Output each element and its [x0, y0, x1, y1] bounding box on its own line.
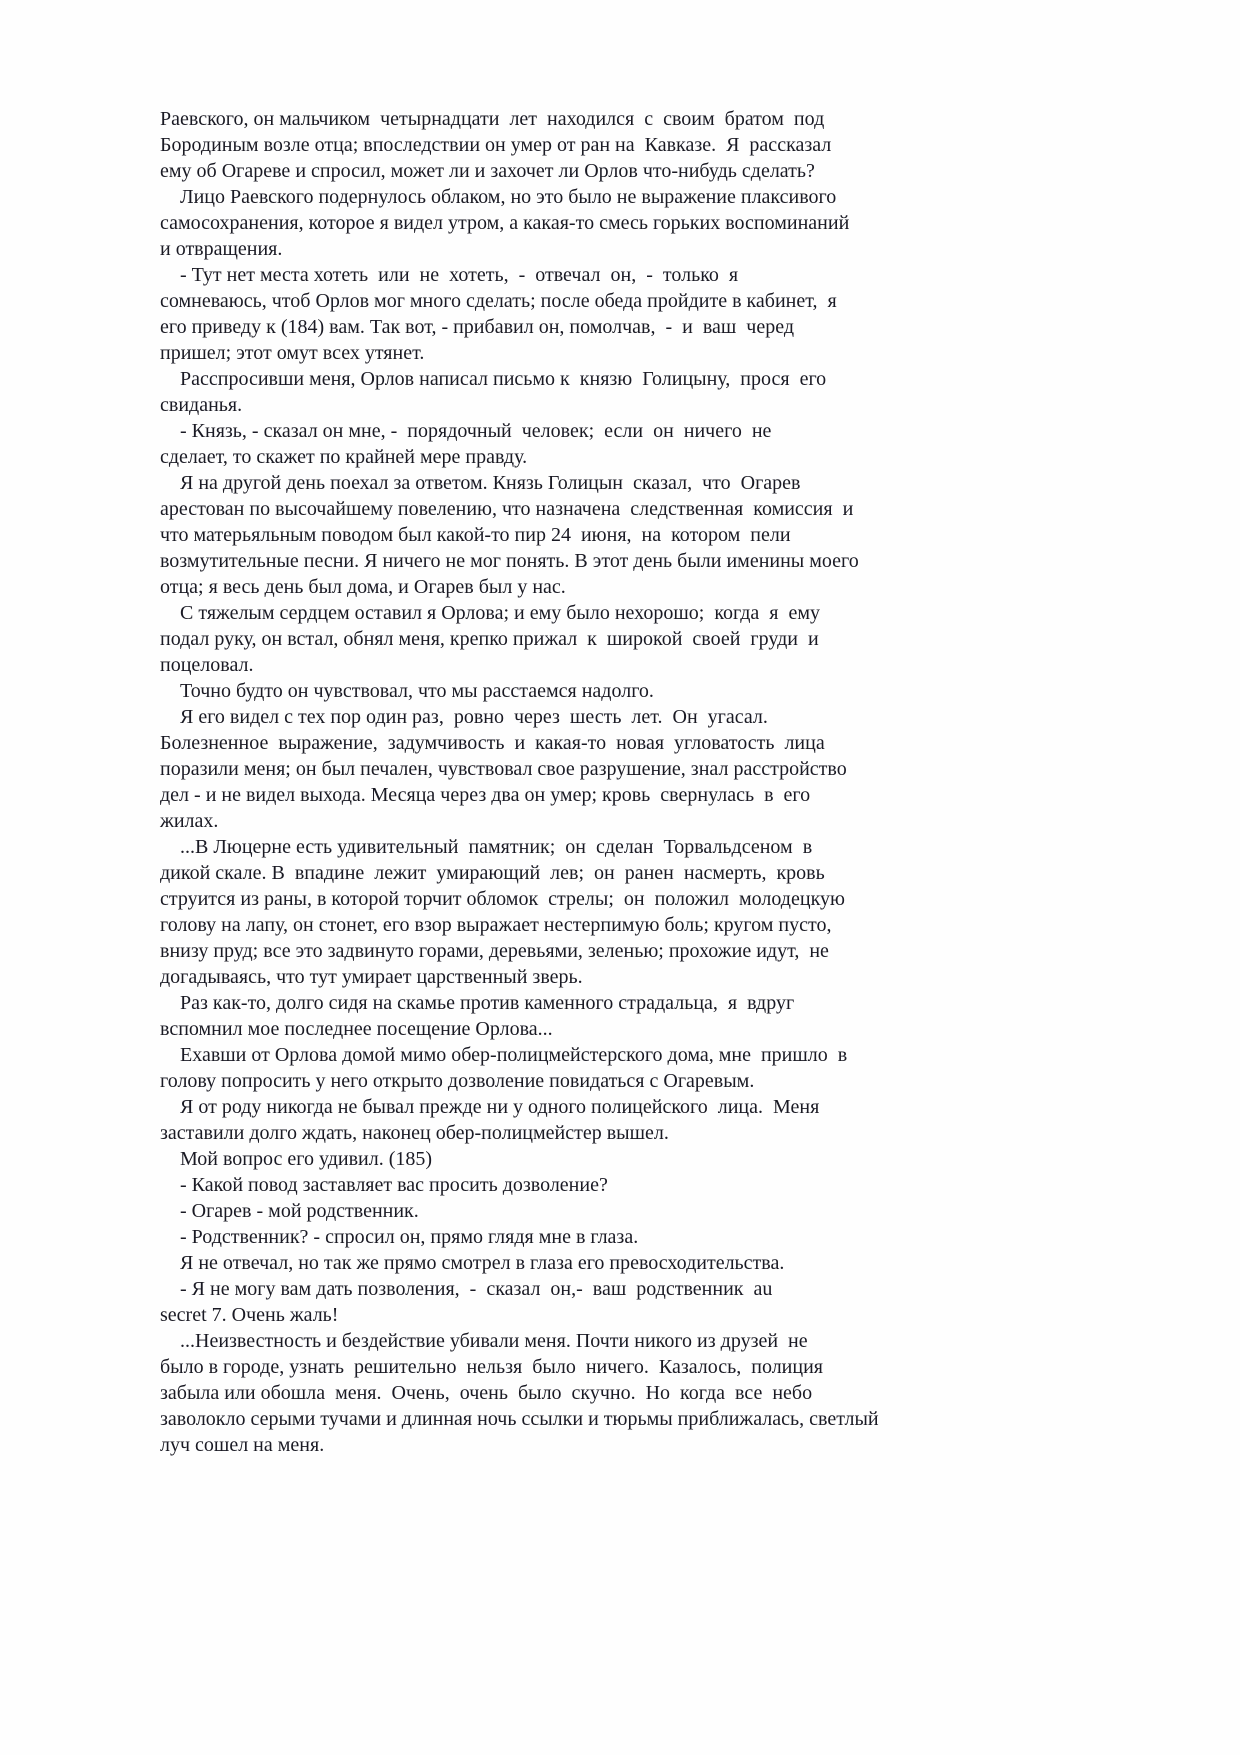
text-line: луч сошел на меня.	[160, 1434, 325, 1456]
text-line: Расспросивши меня, Орлов написал письмо к князю Голицыну, прося его	[160, 368, 827, 390]
text-line: Я от роду никогда не бывал прежде ни у одного полицейского лица. Меня	[160, 1096, 820, 1118]
text-line: Я его видел с тех пор один раз, ровно через шесть лет. Он угасал.	[160, 706, 768, 728]
text-block	[160, 106, 950, 1458]
text-line: отца; я весь день был дома, и Огарев был у нас.	[160, 576, 566, 598]
text-line: С тяжелым сердцем оставил я Орлова; и ему было нехорошо; когда я ему	[160, 602, 821, 624]
text-line: Лицо Раевского подернулось облаком, но это было не выражение плаксивого	[160, 186, 837, 208]
text-line: внизу пруд; все это задвинуто горами, деревьями, зеленью; прохожие идут, не	[160, 940, 829, 962]
text-line: поцеловал.	[160, 654, 254, 676]
text-line: жилах.	[160, 810, 219, 832]
text-line: пришел; этот омут всех утянет.	[160, 342, 425, 364]
text-line: дикой скале. В впадине лежит умирающий лев; он ранен насмерть, кровь	[160, 862, 825, 884]
text-line: сомневаюсь, чтоб Орлов мог много сделать; после обеда пройдите в кабинет, я	[160, 290, 837, 312]
text-line: ...Неизвестность и бездействие убивали меня. Почти никого из друзей не	[160, 1330, 808, 1352]
text-line: Раевского, он мальчиком четырнадцати лет находился с своим братом под	[160, 108, 825, 130]
text-line: secret 7. Очень жаль!	[160, 1304, 339, 1326]
text-line: заставили долго ждать, наконец обер-полицмейстер вышел.	[160, 1122, 669, 1144]
text-line: Я не отвечал, но так же прямо смотрел в глаза его превосходительства.	[160, 1252, 785, 1274]
text-line: ...В Люцерне есть удивительный памятник; он сделан Торвальдсеном в	[160, 836, 813, 858]
text-line: было в городе, узнать решительно нельзя было ничего. Казалось, полиция	[160, 1356, 823, 1378]
text-line: его приведу к (184) вам. Так вот, - прибавил он, помолчав, - и ваш черед	[160, 316, 795, 338]
text-line: поразили меня; он был печален, чувствовал свое разрушение, знал расстройство	[160, 758, 847, 780]
text-line: Я на другой день поехал за ответом. Князь Голицын сказал, что Огарев	[160, 472, 801, 494]
text-line: арестован по высочайшему повелению, что назначена следственная комиссия и	[160, 498, 854, 520]
text-line: Бородиным возле отца; впоследствии он умер от ран на Кавказе. Я рассказал	[160, 134, 832, 156]
text-line: - Огарев - мой родственник.	[160, 1200, 419, 1222]
text-line: забыла или обошла меня. Очень, очень было скучно. Но когда все небо	[160, 1382, 813, 1404]
text-line: Болезненное выражение, задумчивость и какая-то новая угловатость лица	[160, 732, 825, 754]
text-line: и отвращения.	[160, 238, 283, 260]
text-line: самосохранения, которое я видел утром, а какая-то смесь горьких воспоминаний	[160, 212, 850, 234]
text-line: Ехавши от Орлова домой мимо обер-полицмейстерского дома, мне пришло в	[160, 1044, 848, 1066]
text-line: - Князь, - сказал он мне, - порядочный человек; если он ничего не	[160, 420, 772, 442]
text-line: - Родственник? - спросил он, прямо глядя мне в глаза.	[160, 1226, 639, 1248]
text-line: догадываясь, что тут умирает царственный зверь.	[160, 966, 583, 988]
text-line: возмутительные песни. Я ничего не мог понять. В этот день были именины моего	[160, 550, 859, 572]
text-line: - Я не могу вам дать позволения, - сказал он,- ваш родственник au	[160, 1278, 773, 1300]
text-line: Раз как-то, долго сидя на скамье против каменного страдальца, я вдруг	[160, 992, 795, 1014]
text-line: Мой вопрос его удивил. (185)	[160, 1148, 433, 1170]
text-line: - Какой повод заставляет вас просить дозволение?	[160, 1174, 608, 1196]
text-line: вспомнил мое последнее посещение Орлова...	[160, 1018, 553, 1040]
text-line: голову попросить у него открыто дозволение повидаться с Огаревым.	[160, 1070, 755, 1092]
text-line: заволокло серыми тучами и длинная ночь ссылки и тюрьмы приближалась, светлый	[160, 1408, 879, 1430]
text-line: сделает, то скажет по крайней мере правду.	[160, 446, 528, 468]
text-line: струится из раны, в которой торчит обломок стрелы; он положил молодецкую	[160, 888, 845, 910]
text-line: голову на лапу, он стонет, его взор выражает нестерпимую боль; кругом пусто,	[160, 914, 832, 936]
text-line: ему об Огареве и спросил, может ли и захочет ли Орлов что-нибудь сделать?	[160, 160, 815, 182]
text-line: свиданья.	[160, 394, 243, 416]
text-line: - Тут нет места хотеть или не хотеть, - отвечал он, - только я	[160, 264, 739, 286]
text-line: подал руку, он встал, обнял меня, крепко прижал к широкой своей груди и	[160, 628, 819, 650]
text-line: что матерьяльным поводом был какой-то пир 24 июня, на котором пели	[160, 524, 791, 546]
text-line: дел - и не видел выхода. Месяца через два он умер; кровь свернулась в его	[160, 784, 811, 806]
text-line: Точно будто он чувствовал, что мы расстаемся надолго.	[160, 680, 654, 702]
